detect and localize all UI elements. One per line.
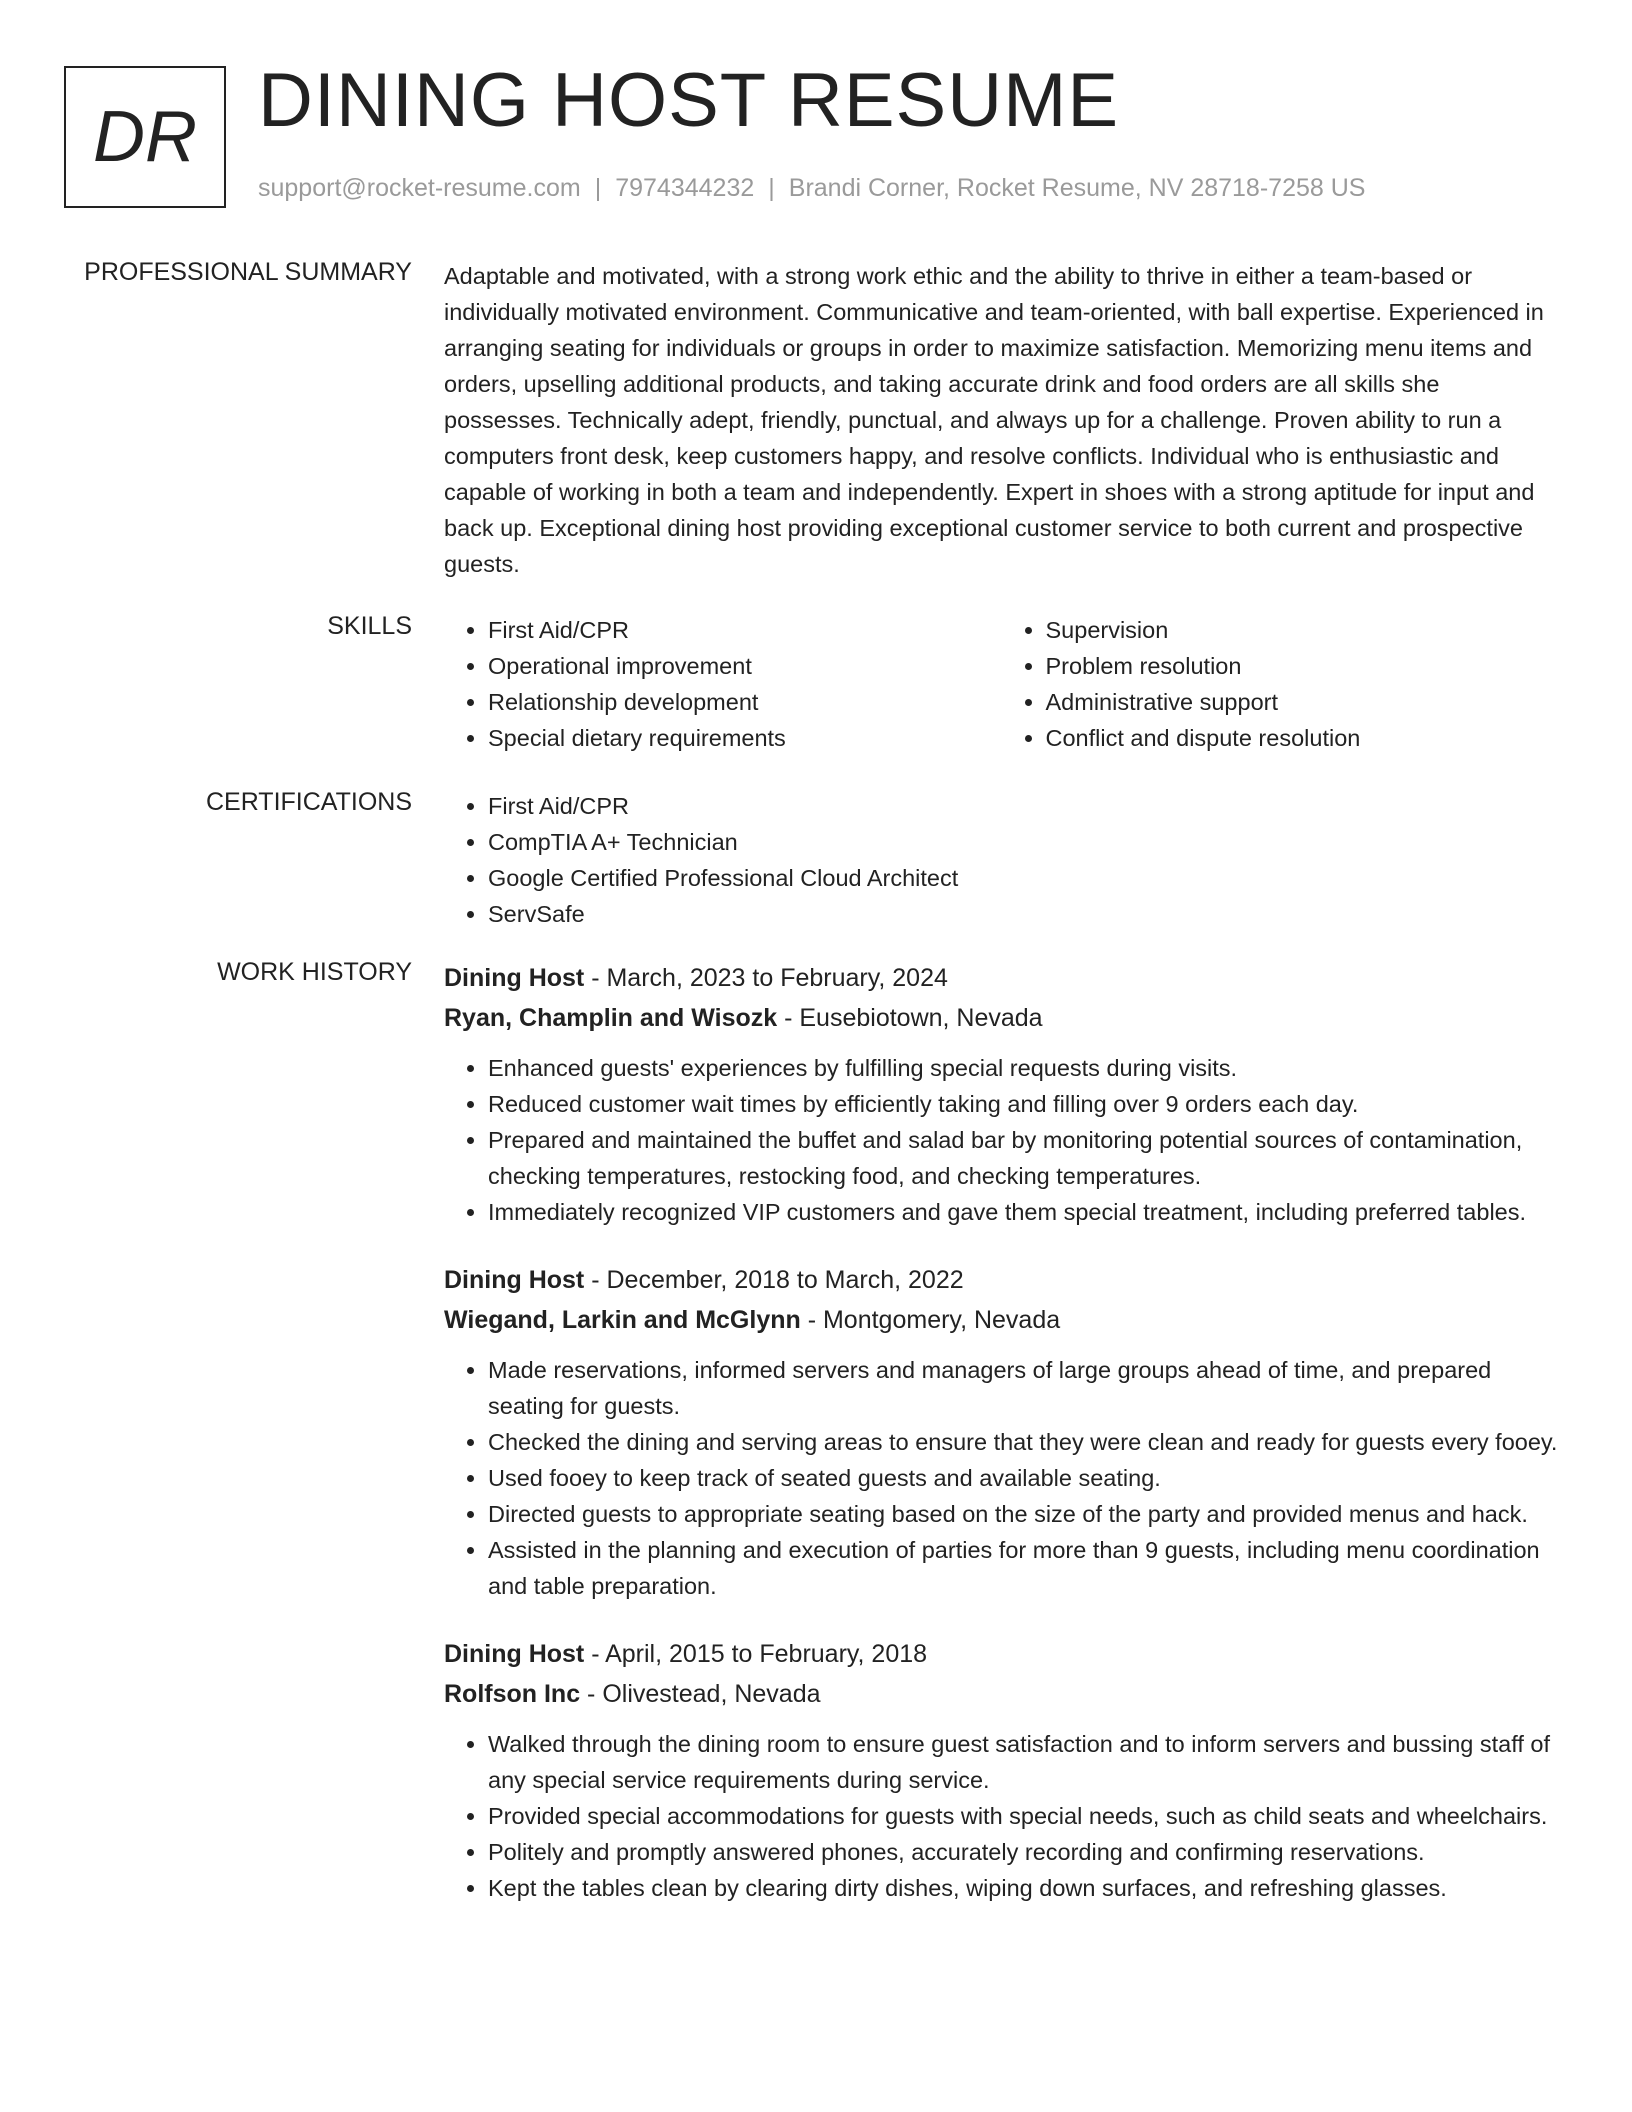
- job-duty: • Assisted in the planning and execution of parties for more than 9 guests, including menu coordination and table preparation.: [488, 1532, 1559, 1604]
- resume-title: DINING HOST RESUME: [258, 58, 1120, 143]
- job-company-line: [444, 1674, 1559, 1714]
- certification-item: • Google Certified Professional Cloud Architect: [488, 860, 1559, 896]
- skill-item: • Conflict and dispute resolution: [1046, 720, 1560, 756]
- job-title: Dining Host: [444, 964, 585, 992]
- job-duties-list: [444, 1050, 1559, 1230]
- skill-item: • First Aid/CPR: [488, 612, 1002, 648]
- contact-line: [258, 174, 1365, 203]
- certification-item: • ServSafe: [488, 896, 1559, 932]
- monogram-badge: [64, 66, 226, 208]
- skill-item: • Operational improvement: [488, 648, 1002, 684]
- skill-item: • Relationship development: [488, 684, 1002, 720]
- summary-heading: PROFESSIONAL SUMMARY: [84, 258, 412, 286]
- job-title: Dining Host: [444, 1640, 585, 1668]
- skill-item: • Supervision: [1046, 612, 1560, 648]
- skills-list-left: [444, 612, 1002, 756]
- job-title-line: [444, 958, 1559, 998]
- job-duty: • Checked the dining and serving areas to ensure that they were clean and ready for guests every fooey.: [488, 1424, 1559, 1460]
- skill-item: • Administrative support: [1046, 684, 1560, 720]
- contact-email: support@rocket-resume.com: [258, 174, 581, 202]
- skill-item: • Problem resolution: [1046, 648, 1560, 684]
- job-duty: • Reduced customer wait times by efficiently taking and filling over 9 orders each day.: [488, 1086, 1559, 1122]
- contact-phone: 7974344232: [615, 174, 755, 202]
- job-duty: • Walked through the dining room to ensure guest satisfaction and to inform servers and bussing staff of any special service requirements during service.: [488, 1726, 1559, 1798]
- job-duty: • Prepared and maintained the buffet and salad bar by monitoring potential sources of contamination, checking temperatures, restocking food, and checking temperatures.: [488, 1122, 1559, 1194]
- work-history-heading: WORK HISTORY: [217, 958, 412, 986]
- job-duties-list: [444, 1726, 1559, 1906]
- work-history-body: [444, 958, 1559, 1936]
- job-entry: [444, 1260, 1559, 1604]
- job-title-line: [444, 1260, 1559, 1300]
- skills-body: [444, 612, 1559, 756]
- skills-list-right: [1002, 612, 1560, 756]
- certifications-list: [444, 788, 1559, 932]
- job-company: Wiegand, Larkin and McGlynn: [444, 1306, 801, 1334]
- job-location: - Montgomery, Nevada: [800, 1306, 1061, 1334]
- job-duties-list: [444, 1352, 1559, 1604]
- job-entry: [444, 1634, 1559, 1906]
- job-company-line: [444, 1300, 1559, 1340]
- skills-grid: [444, 612, 1559, 756]
- certification-item: • CompTIA A+ Technician: [488, 824, 1559, 860]
- summary-text: Adaptable and motivated, with a strong work ethic and the ability to thrive in either a team-based or individually motivated environment. Communicative and team-oriented, with ball expertise. Experienced in arranging seating for individuals or groups in order to maximize satisfaction. Memorizing menu items and orders, upselling additional products, and taking accurate drink and food orders are all skills she possesses. Technically adept, friendly, punctual, and always up for a challenge. Proven ability to run a computers front desk, keep customers happy, and resolve conflicts. Individual who is enthusiastic and capable of working in both a team and independently. Expert in shoes with a strong aptitude for input and back up. Exceptional dining host providing exceptional customer service to both current and prospective guests.: [444, 263, 1544, 577]
- job-duty: • Kept the tables clean by clearing dirty dishes, wiping down surfaces, and refreshing glasses.: [488, 1870, 1559, 1906]
- job-duty: • Provided special accommodations for guests with special needs, such as child seats and wheelchairs.: [488, 1798, 1559, 1834]
- job-company-line: [444, 998, 1559, 1038]
- certifications-body: [444, 788, 1559, 932]
- job-duty: • Made reservations, informed servers and managers of large groups ahead of time, and prepared seating for guests.: [488, 1352, 1559, 1424]
- job-company: Rolfson Inc: [444, 1680, 581, 1708]
- skill-item: • Special dietary requirements: [488, 720, 1002, 756]
- certification-item: • First Aid/CPR: [488, 788, 1559, 824]
- job-duty: • Used fooey to keep track of seated guests and available seating.: [488, 1460, 1559, 1496]
- contact-separator: |: [594, 174, 602, 202]
- monogram-initials: DR: [93, 97, 197, 177]
- job-title-line: [444, 1634, 1559, 1674]
- job-dates: - April, 2015 to February, 2018: [584, 1640, 928, 1668]
- contact-address: Brandi Corner, Rocket Resume, NV 28718-7258 US: [788, 174, 1366, 202]
- certifications-heading: CERTIFICATIONS: [205, 788, 412, 816]
- contact-separator: |: [768, 174, 775, 202]
- job-title: Dining Host: [444, 1266, 585, 1294]
- job-entry: [444, 958, 1559, 1230]
- job-duty: • Enhanced guests' experiences by fulfilling special requests during visits.: [488, 1050, 1559, 1086]
- job-dates: - March, 2023 to February, 2024: [584, 964, 948, 992]
- job-dates: - December, 2018 to March, 2022: [584, 1266, 964, 1294]
- job-duty: • Directed guests to appropriate seating based on the size of the party and provided menus and hack.: [488, 1496, 1559, 1532]
- skills-heading: SKILLS: [327, 612, 412, 640]
- job-duty: • Politely and promptly answered phones, accurately recording and confirming reservations.: [488, 1834, 1559, 1870]
- job-company: Ryan, Champlin and Wisozk: [444, 1004, 778, 1032]
- job-location: - Olivestead, Nevada: [580, 1680, 821, 1708]
- job-location: - Eusebiotown, Nevada: [777, 1004, 1043, 1032]
- job-duty: • Immediately recognized VIP customers and gave them special treatment, including preferred tables.: [488, 1194, 1559, 1230]
